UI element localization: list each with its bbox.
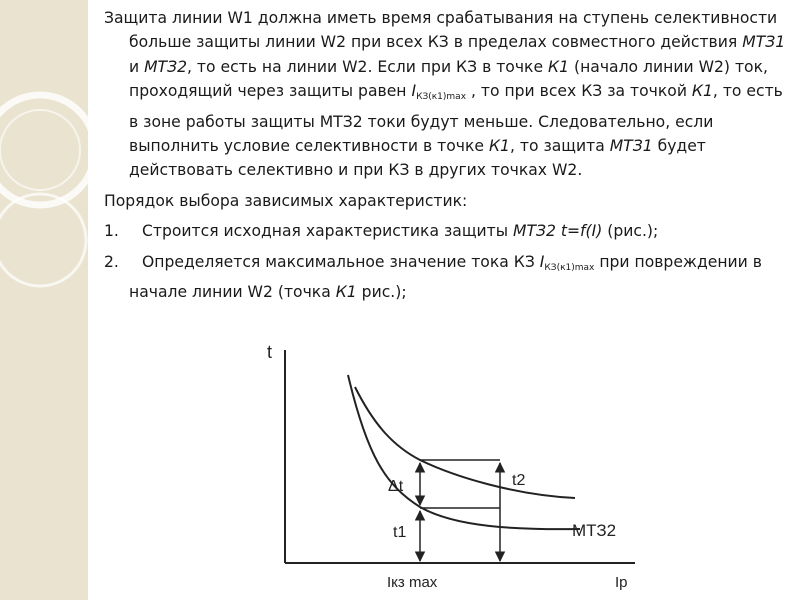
list-item-2: 2. Определяется максимальное значение тока КЗ $I_{КЗ(к1)max}$ при повреждении в начале линии W2 (точка К1 рис.); <box>104 252 762 302</box>
decorative-circles <box>0 0 88 600</box>
list-item-1: 1. Строится исходная характеристика защиты МТЗ2 t=f(I) (рис.); <box>104 222 659 241</box>
curve-label: МТЗ2 <box>572 521 617 540</box>
curve-mtz2 <box>348 375 580 529</box>
t2-label: t2 <box>512 472 526 489</box>
paragraph-procedure-heading: Порядок выбора зависимых характеристик: <box>104 191 468 210</box>
t1-label: t1 <box>393 524 407 541</box>
protection-characteristic-diagram <box>255 335 655 597</box>
x-marker-label: Iкз max <box>387 574 438 591</box>
dt-label: Δt <box>388 478 404 495</box>
decorative-side-stripe <box>0 0 88 600</box>
y-axis-label: t <box>267 342 273 362</box>
paragraph-selectivity: Защита линии W1 должна иметь время срабатывания на ступень селективности больше защиты линии W2 при всех КЗ в пределах совместного действия МТЗ1 и МТЗ2, то есть на линии W2. Если при КЗ в точке К1 (начало линии W2) ток, проходящий через защиты равен $I_{КЗ(к1)max}$ , то при всех КЗ за точкой К1, то есть в зоне работы защиты МТЗ2 токи будут меньше. Следовательно, если выполнить условие селективности в точке К1, то защита МТЗ1 будет действовать селективно и при КЗ в других точках W2. <box>104 9 786 180</box>
slide-text <box>104 6 790 304</box>
x-axis-label: Iр <box>615 574 628 591</box>
